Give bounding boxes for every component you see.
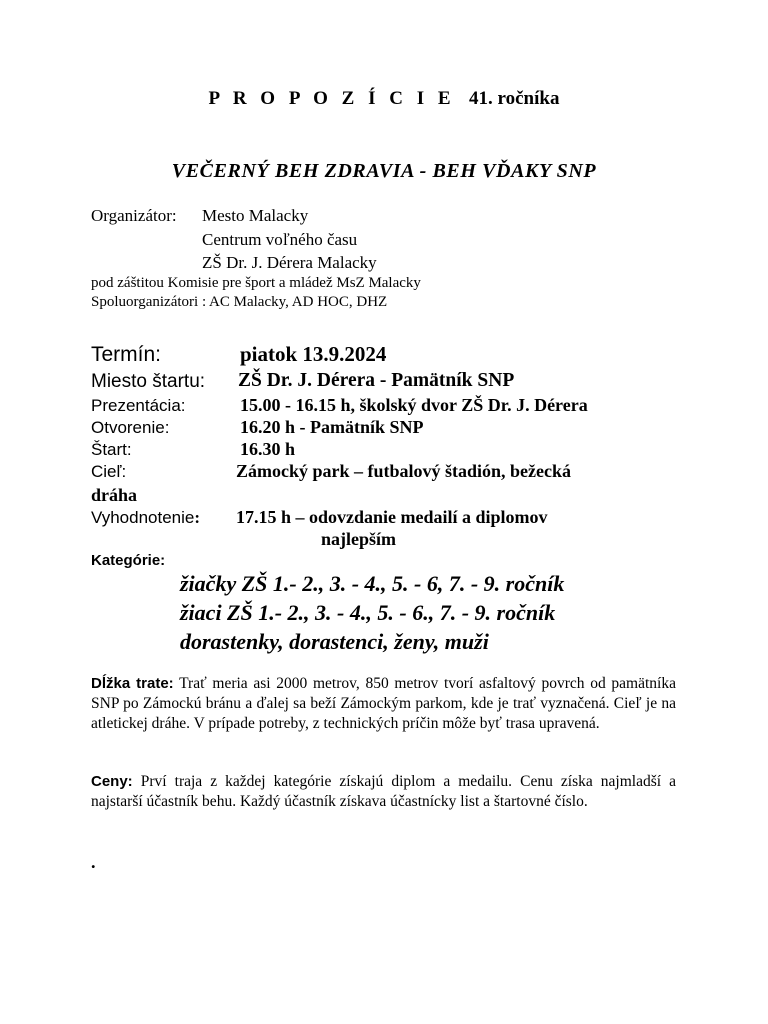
prizes-label: Ceny: xyxy=(91,773,133,790)
prizes-paragraph xyxy=(91,772,676,812)
organizer-line-2: Centrum voľného času xyxy=(202,230,358,249)
prizes-text: Prví traja z každej kategórie získajú diplom a medailu. Cenu získa najmladší a najstarší účastník behu. Každý účastník získava účastnícky list a štartovné číslo. xyxy=(91,773,676,810)
track-paragraph xyxy=(91,674,676,734)
title-edition: 41. ročníka xyxy=(469,88,560,109)
opening-label: Otvorenie: xyxy=(91,418,170,437)
termin-label: Termín: xyxy=(91,343,162,366)
finish-label: Cieľ: xyxy=(91,462,127,481)
categories-label: Kategórie: xyxy=(91,552,166,569)
category-line-girls: žiačky ZŠ 1.- 2., 3. - 4., 5. - 6, 7. - 9. ročník xyxy=(180,571,565,596)
title-propozicie: P R O P O Z Í C I E xyxy=(208,88,456,109)
start-place-value: ZŠ Dr. J. Dérera - Pamätník SNP xyxy=(238,370,515,391)
document-title xyxy=(0,88,768,110)
finish-value-continued: dráha xyxy=(91,485,138,505)
results-label-colon: : xyxy=(194,508,201,527)
termin-value: piatok 13.9.2024 xyxy=(240,342,387,366)
registration-label: Prezentácia: xyxy=(91,396,186,415)
results-value-continued: najlepším xyxy=(321,529,397,549)
opening-value: 16.20 h - Pamätník SNP xyxy=(240,417,424,437)
results-value: 17.15 h – odovzdanie medailí a diplomov xyxy=(236,507,548,527)
track-label: Dĺžka trate: xyxy=(91,675,174,692)
results-label-text: Vyhodnotenie xyxy=(91,508,195,527)
start-value: 16.30 h xyxy=(240,439,296,459)
start-place-label: Miesto štartu: xyxy=(91,371,206,392)
footer-dot: . xyxy=(91,852,96,872)
document-subtitle: VEČERNÝ BEH ZDRAVIA - BEH VĎAKY SNP xyxy=(171,160,597,182)
finish-value: Zámocký park – futbalový štadión, bežecká xyxy=(236,461,572,481)
co-organizers-text: Spoluorganizátori : AC Malacky, AD HOC, DHZ xyxy=(91,294,388,310)
category-line-youth-adults: dorastenky, dorastenci, ženy, muži xyxy=(180,629,489,654)
patronage-text: pod záštitou Komisie pre šport a mládež MsZ Malacky xyxy=(91,275,421,291)
organizer-line-1: Mesto Malacky xyxy=(202,206,309,225)
start-label: Štart: xyxy=(91,440,132,459)
organizer-line-3: ZŠ Dr. J. Dérera Malacky xyxy=(202,253,377,272)
results-label xyxy=(91,508,200,528)
track-text: Trať meria asi 2000 metrov, 850 metrov tvorí asfaltový povrch od pamätníka SNP po Zámockú bránu a ďalej sa beží Zámockým parkom, kde je trať vyznačená. Cieľ je na atletickej dráhe. V prípade potreby, z technických príčin môže byť trasa upravená. xyxy=(91,675,676,732)
organizer-label: Organizátor: xyxy=(91,206,177,225)
category-line-boys: žiaci ZŠ 1.- 2., 3. - 4., 5. - 6., 7. - 9. ročník xyxy=(180,600,556,625)
registration-value: 15.00 - 16.15 h, školský dvor ZŠ Dr. J. Dérera xyxy=(240,395,588,415)
